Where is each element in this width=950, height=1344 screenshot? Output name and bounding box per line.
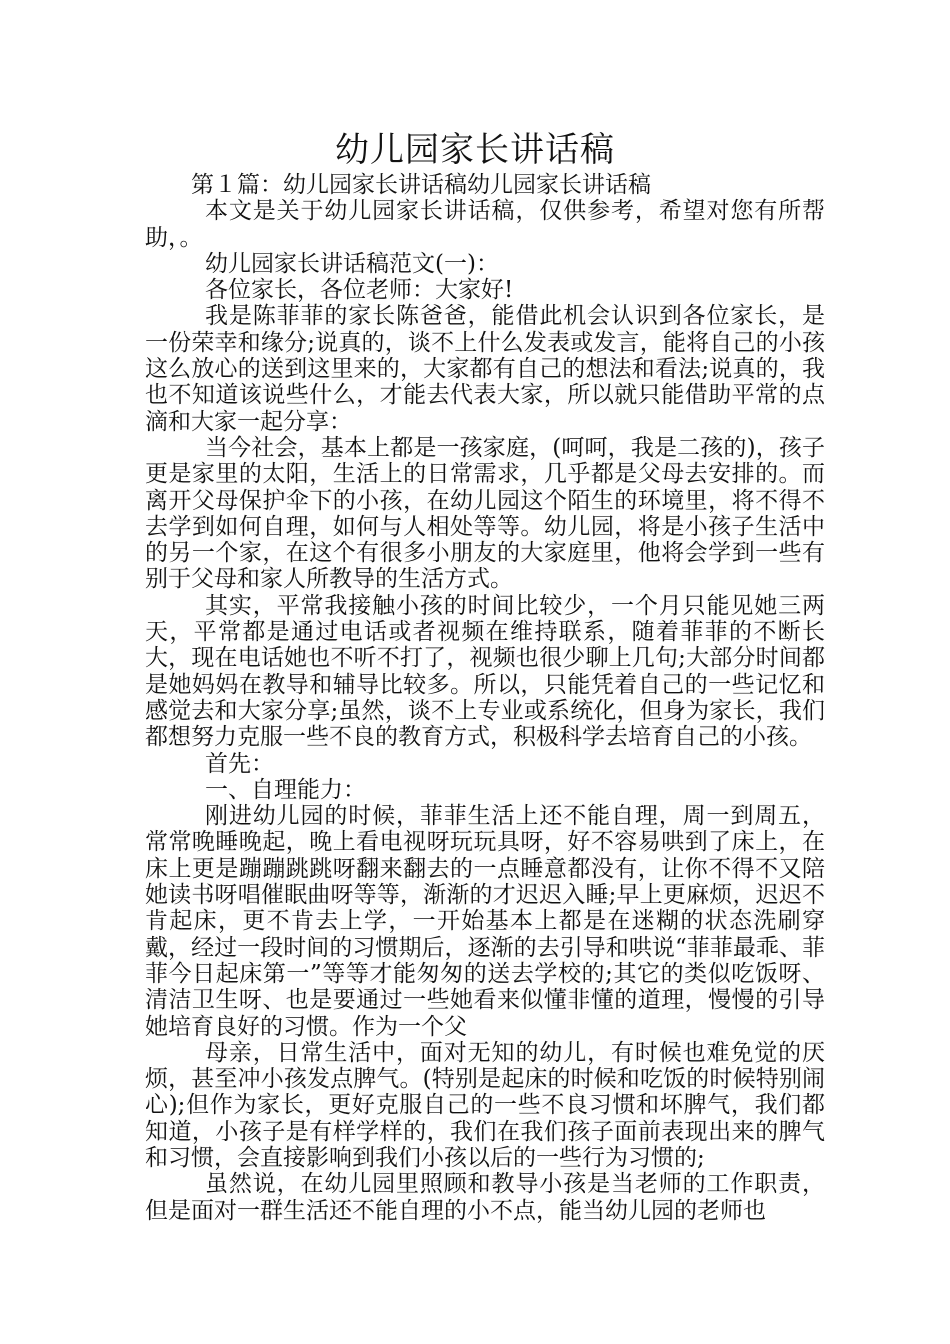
document-subtitle: 第１篇：幼儿园家长讲话稿幼儿园家长讲话稿 [191,172,651,198]
paragraph-contact-time: 其实，平常我接触小孩的时间比较少，一个月只能见她三两天，平常都是通过电话或者视频在维持联系，随着菲菲的不断长大，现在电话她也不听不打了，视频也很少聊上几句;大部分时间都是她妈妈在教导和辅导比较多。所以，只能凭着自己的一些记忆和感觉去和大家分享;虽然，谈不上专业或系统化，但身为家长，我们都想努力克服一些不良的教育方式，积极科学去培育自己的小孩。 [145,592,825,751]
paragraph-self-introduction: 我是陈菲菲的家长陈爸爸，能借此机会认识到各位家长，是一份荣幸和缘分;说真的，谈不上什么发表或发言，能将自己的小孩这么放心的送到这里来的，大家都有自己的想法和看法;说真的，我也不知道该说些什么，才能去代表大家，所以就只能借助平常的点滴和大家一起分享： [145,303,825,435]
paragraph-teachers: 虽然说，在幼儿园里照顾和教导小孩是当老师的工作职责，但是面对一群生活还不能自理的小不点，能当幼儿园的老师也 [145,1171,825,1224]
paragraph-society: 当今社会，基本上都是一孩家庭，(呵呵，我是二孩的)，孩子更是家里的太阳，生活上的日常需求，几乎都是父母去安排的。而离开父母保护伞下的小孩，在幼儿园这个陌生的环境里，将不得不去学到如何自理，如何与人相处等等。幼儿园，将是小孩子生活中的另一个家，在这个有很多小朋友的大家庭里，他将会学到一些有别于父母和家人所教导的生活方式。 [145,434,825,593]
document-title: 幼儿园家长讲话稿 [335,130,615,170]
paragraph-greeting: 各位家长，各位老师：大家好! [205,277,514,304]
paragraph-sample-heading: 幼儿园家长讲话稿范文(一)： [205,250,499,277]
paragraph-first: 首先： [205,750,274,777]
section-heading-self-care: 一、自理能力： [205,776,366,803]
paragraph-intro: 本文是关于幼儿园家长讲话稿，仅供参考，希望对您有所帮助，。 [145,198,825,251]
paragraph-self-care: 刚进幼儿园的时候，菲菲生活上还不能自理，周一到周五，常常晚睡晚起，晚上看电视呀玩玩具呀，好不容易哄到了床上，在床上更是蹦蹦跳跳呀翻来翻去的一点睡意都没有，让你不得不又陪她读书呀唱催眠曲呀等等，渐渐的才迟迟入睡;早上更麻烦，迟迟不肯起床，更不肯去上学，一开始基本上都是在迷糊的状态洗刷穿戴，经过一段时间的习惯期后，逐渐的去引导和哄说“菲菲最乖、菲菲今日起床第一”等等才能匆匆的送去学校的;其它的类似吃饭呀、清洁卫生呀、也是要通过一些她看来似懂非懂的道理，慢慢的引导她培育良好的习惯。作为一个父 [145,803,825,1040]
document-body [145,172,825,1224]
paragraph-parents: 母亲，日常生活中，面对无知的幼儿，有时候也难免觉的厌烦，甚至冲小孩发点脾气。(特别是起床的时候和吃饭的时候特别闹心);但作为家长，更好克服自己的一些不良习惯和坏脾气，我们都知道，小孩子是有样学样的，我们在我们孩子面前表现出来的脾气和习惯，会直接影响到我们小孩以后的一些行为习惯的; [145,1039,825,1171]
